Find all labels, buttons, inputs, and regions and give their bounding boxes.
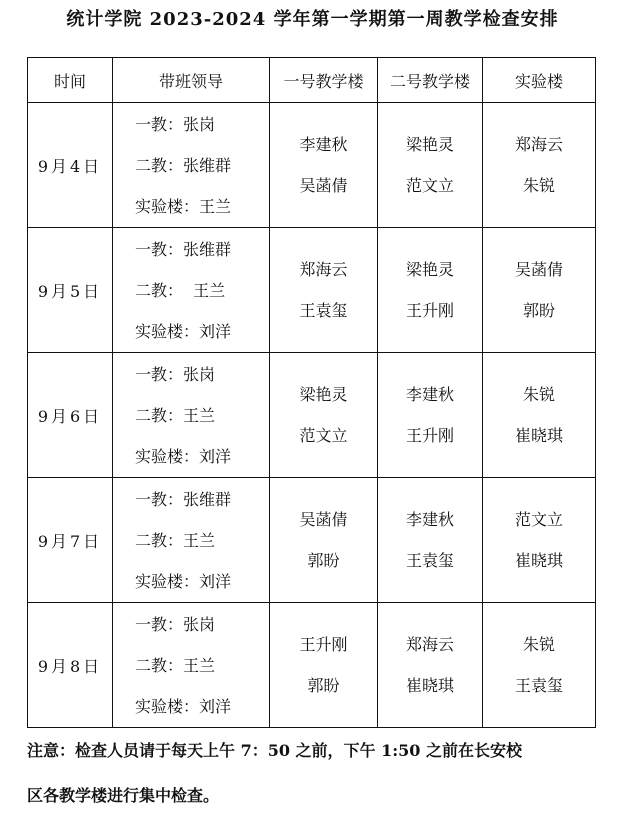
inspector-name: 郑海云 (514, 135, 563, 154)
leaders-cell (113, 103, 270, 228)
inspector-name: 王袁玺 (299, 301, 348, 320)
table-row (28, 478, 596, 603)
building-2-inspectors-cell (378, 228, 483, 353)
inspector-name: 郑海云 (299, 260, 348, 279)
inspector-name: 王袁玺 (514, 676, 563, 695)
document-title: 统计学院 2023-2024 学年第一学期第一周教学检查安排 (66, 9, 559, 30)
inspector-name: 郭盼 (307, 676, 340, 695)
inspector-name: 崔晓琪 (514, 426, 563, 445)
inspector-name: 崔晓琪 (514, 551, 563, 570)
leader-entry: 实验楼：刘洋 (135, 696, 232, 716)
note-line-2: 区各教学楼进行集中检查。 (27, 786, 220, 805)
building-2-inspectors-cell (378, 478, 483, 603)
inspector-name: 朱锐 (522, 385, 555, 404)
inspector-name: 王升刚 (405, 426, 454, 445)
leader-entry: 二教：王兰 (135, 655, 216, 675)
building-1-inspectors-cell (270, 228, 378, 353)
inspector-name: 朱锐 (522, 635, 555, 654)
building-1-inspectors-cell (270, 353, 378, 478)
header-lab-building: 实验楼 (483, 58, 596, 103)
leader-entry: 二教： 王兰 (135, 280, 226, 300)
header-time: 时间 (28, 58, 113, 103)
leader-entry: 实验楼：刘洋 (135, 571, 232, 591)
building-1-inspectors-cell (270, 478, 378, 603)
leader-entry: 二教：张维群 (135, 155, 232, 175)
leader-entry: 二教：王兰 (135, 405, 216, 425)
inspector-name: 朱锐 (522, 176, 555, 195)
inspector-name: 郭盼 (522, 301, 555, 320)
inspector-name: 梁艳灵 (405, 260, 454, 279)
leader-entry: 一教：张岗 (135, 614, 216, 634)
leader-entry: 实验楼：刘洋 (135, 446, 232, 466)
inspector-name: 范文立 (514, 510, 563, 529)
building-1-inspectors-cell (270, 103, 378, 228)
table-header-row (28, 58, 596, 103)
building-2-inspectors-cell (378, 103, 483, 228)
inspector-name: 吴菡倩 (299, 176, 348, 195)
inspector-name: 王升刚 (405, 301, 454, 320)
lab-inspectors-cell (483, 478, 596, 603)
leader-entry: 一教：张岗 (135, 114, 216, 134)
leaders-cell (113, 478, 270, 603)
lab-inspectors-cell (483, 103, 596, 228)
building-2-inspectors-cell (378, 603, 483, 728)
lab-inspectors-cell (483, 603, 596, 728)
leader-entry: 实验楼：王兰 (135, 196, 232, 216)
leaders-cell (113, 603, 270, 728)
table-row (28, 353, 596, 478)
leader-entry: 一教：张维群 (135, 489, 232, 509)
inspector-name: 崔晓琪 (405, 676, 454, 695)
inspector-name: 李建秋 (405, 510, 454, 529)
inspector-name: 李建秋 (299, 135, 348, 154)
leaders-cell (113, 228, 270, 353)
header-building-1: 一号教学楼 (270, 58, 378, 103)
lab-inspectors-cell (483, 228, 596, 353)
leader-entry: 一教：张维群 (135, 239, 232, 259)
leader-entry: 实验楼：刘洋 (135, 321, 232, 341)
leader-entry: 一教：张岗 (135, 364, 216, 384)
date-cell: 9月8日 (28, 603, 113, 728)
inspector-name: 王升刚 (299, 635, 348, 654)
inspector-name: 范文立 (299, 426, 348, 445)
lab-inspectors-cell (483, 353, 596, 478)
date-cell: 9月5日 (28, 228, 113, 353)
inspector-name: 吴菡倩 (514, 260, 563, 279)
inspector-name: 郑海云 (405, 635, 454, 654)
leaders-cell (113, 353, 270, 478)
inspector-name: 吴菡倩 (299, 510, 348, 529)
inspector-name: 梁艳灵 (299, 385, 348, 404)
inspector-name: 梁艳灵 (405, 135, 454, 154)
note-line-1: 注意：检查人员请于每天上午 7：50 之前，下午 1:50 之前在长安校 (27, 741, 522, 760)
table-row (28, 228, 596, 353)
inspection-schedule-table (27, 57, 596, 728)
table-row (28, 103, 596, 228)
leader-entry: 二教：王兰 (135, 530, 216, 550)
date-cell: 9月4日 (28, 103, 113, 228)
date-cell: 9月6日 (28, 353, 113, 478)
date-cell: 9月7日 (28, 478, 113, 603)
building-1-inspectors-cell (270, 603, 378, 728)
inspector-name: 郭盼 (307, 551, 340, 570)
table-row (28, 603, 596, 728)
header-leaders: 带班领导 (113, 58, 270, 103)
building-2-inspectors-cell (378, 353, 483, 478)
inspector-name: 范文立 (405, 176, 454, 195)
inspector-name: 李建秋 (405, 385, 454, 404)
inspector-name: 王袁玺 (405, 551, 454, 570)
header-building-2: 二号教学楼 (378, 58, 483, 103)
